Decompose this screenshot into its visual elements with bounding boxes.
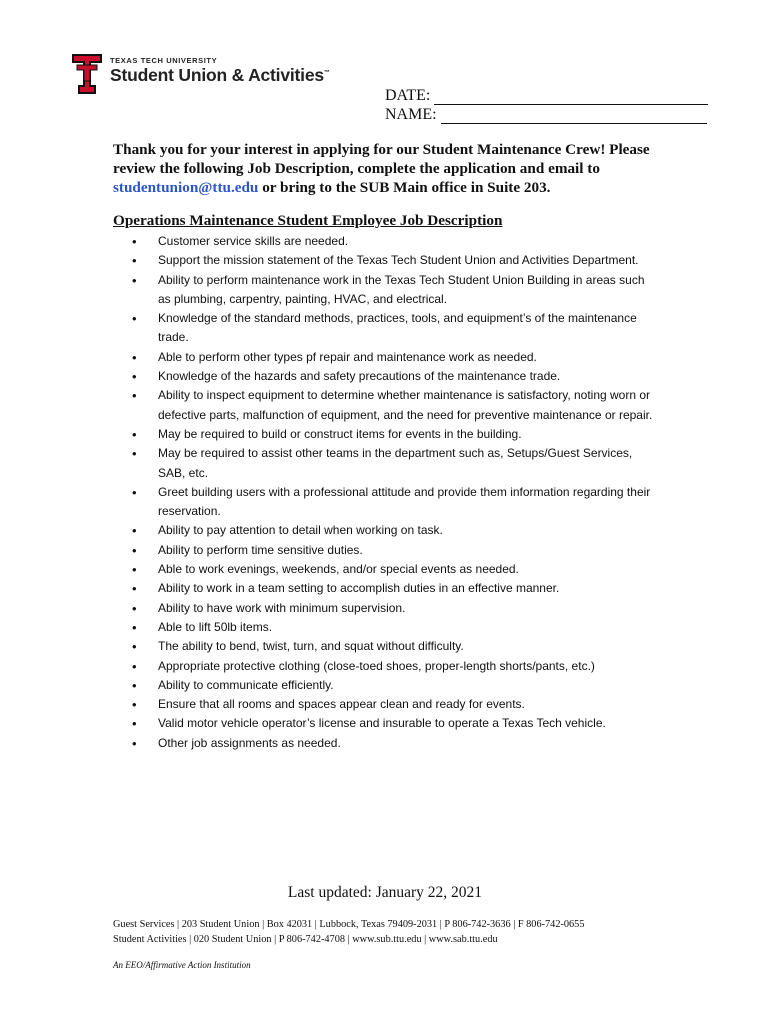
duty-item: • Able to perform other types pf repair and maintenance work as needed. [132,348,657,367]
university-name: TEXAS TECH UNIVERSITY [110,56,218,65]
duty-item: • Ability to communicate efficiently. [132,676,657,695]
name-field[interactable] [441,109,707,124]
footer-line-guest-services: Guest Services | 203 Student Union | Box 42031 | Lubbock, Texas 79409-2031 | P 806-742-3636 | F 806-742-0655 [113,919,585,930]
duty-item: • Ensure that all rooms and spaces appear clean and ready for events. [132,695,657,714]
duty-item: • Appropriate protective clothing (close-toed shoes, proper-length shorts/pants, etc.) [132,657,657,676]
duty-item: • Other job assignments as needed. [132,734,657,753]
intro-paragraph: Thank you for your interest in applying for our Student Maintenance Crew! Please review the following Job Description, complete the application and email to studentunion@ttu.edu or bring to the SUB Main office in Suite 203. [113,141,650,196]
duty-item: • Ability to perform maintenance work in the Texas Tech Student Union Building in areas such as plumbing, carpentry, painting, HVAC, and electrical. [132,271,657,310]
date-row [385,86,708,105]
double-t-logo-icon [70,52,104,96]
date-field[interactable] [434,90,708,105]
duty-item: • Able to lift 50lb items. [132,618,657,637]
eeo-statement: An EEO/Affirmative Action Institution [113,960,251,970]
footer-line-student-activities: Student Activities | 020 Student Union | P 806-742-4708 | www.sub.ttu.edu | www.sab.ttu.edu [113,934,498,945]
email-link[interactable]: studentunion@ttu.edu [113,179,259,196]
duty-item: • May be required to assist other teams in the department such as, Setups/Guest Services, SAB, etc. [132,444,657,483]
trademark-symbol: ™ [323,70,330,77]
letterhead-logo [70,52,330,98]
duty-item: • Ability to perform time sensitive duties. [132,541,657,560]
duty-item: • Ability to pay attention to detail when working on task. [132,521,657,540]
name-label: NAME: [385,106,437,123]
duty-list [132,232,657,753]
duty-item: • Greet building users with a professional attitude and provide them information regarding their reservation. [132,483,657,522]
duty-item: • May be required to build or construct items for events in the building. [132,425,657,444]
duty-item: • Customer service skills are needed. [132,232,657,251]
duty-item: • Knowledge of the standard methods, practices, tools, and equipment’s of the maintenance trade. [132,309,657,348]
unit-name: Student Union & Activities™ [110,65,330,85]
duty-item: • Support the mission statement of the Texas Tech Student Union and Activities Department. [132,251,657,270]
duty-item: • Ability to work in a team setting to accomplish duties in an effective manner. [132,579,657,598]
duty-item: • Ability to have work with minimum supervision. [132,599,657,618]
last-updated: Last updated: January 22, 2021 [287,884,483,901]
duty-item: • Knowledge of the hazards and safety precautions of the maintenance trade. [132,367,657,386]
date-label: DATE: [385,87,431,104]
duty-item: • Valid motor vehicle operator’s license and insurable to operate a Texas Tech vehicle. [132,714,657,733]
name-row [385,105,708,124]
job-description-title: Operations Maintenance Student Employee Job Description [113,212,503,229]
duty-item: • The ability to bend, twist, turn, and squat without difficulty. [132,637,657,656]
date-name-fields [385,86,708,124]
footer-contact [113,917,584,947]
duty-item: • Able to work evenings, weekends, and/or special events as needed. [132,560,657,579]
duty-item: • Ability to inspect equipment to determine whether maintenance is satisfactory, noting worn or defective parts, malfunction of equipment, and the need for preventive maintenance or repair. [132,386,657,425]
